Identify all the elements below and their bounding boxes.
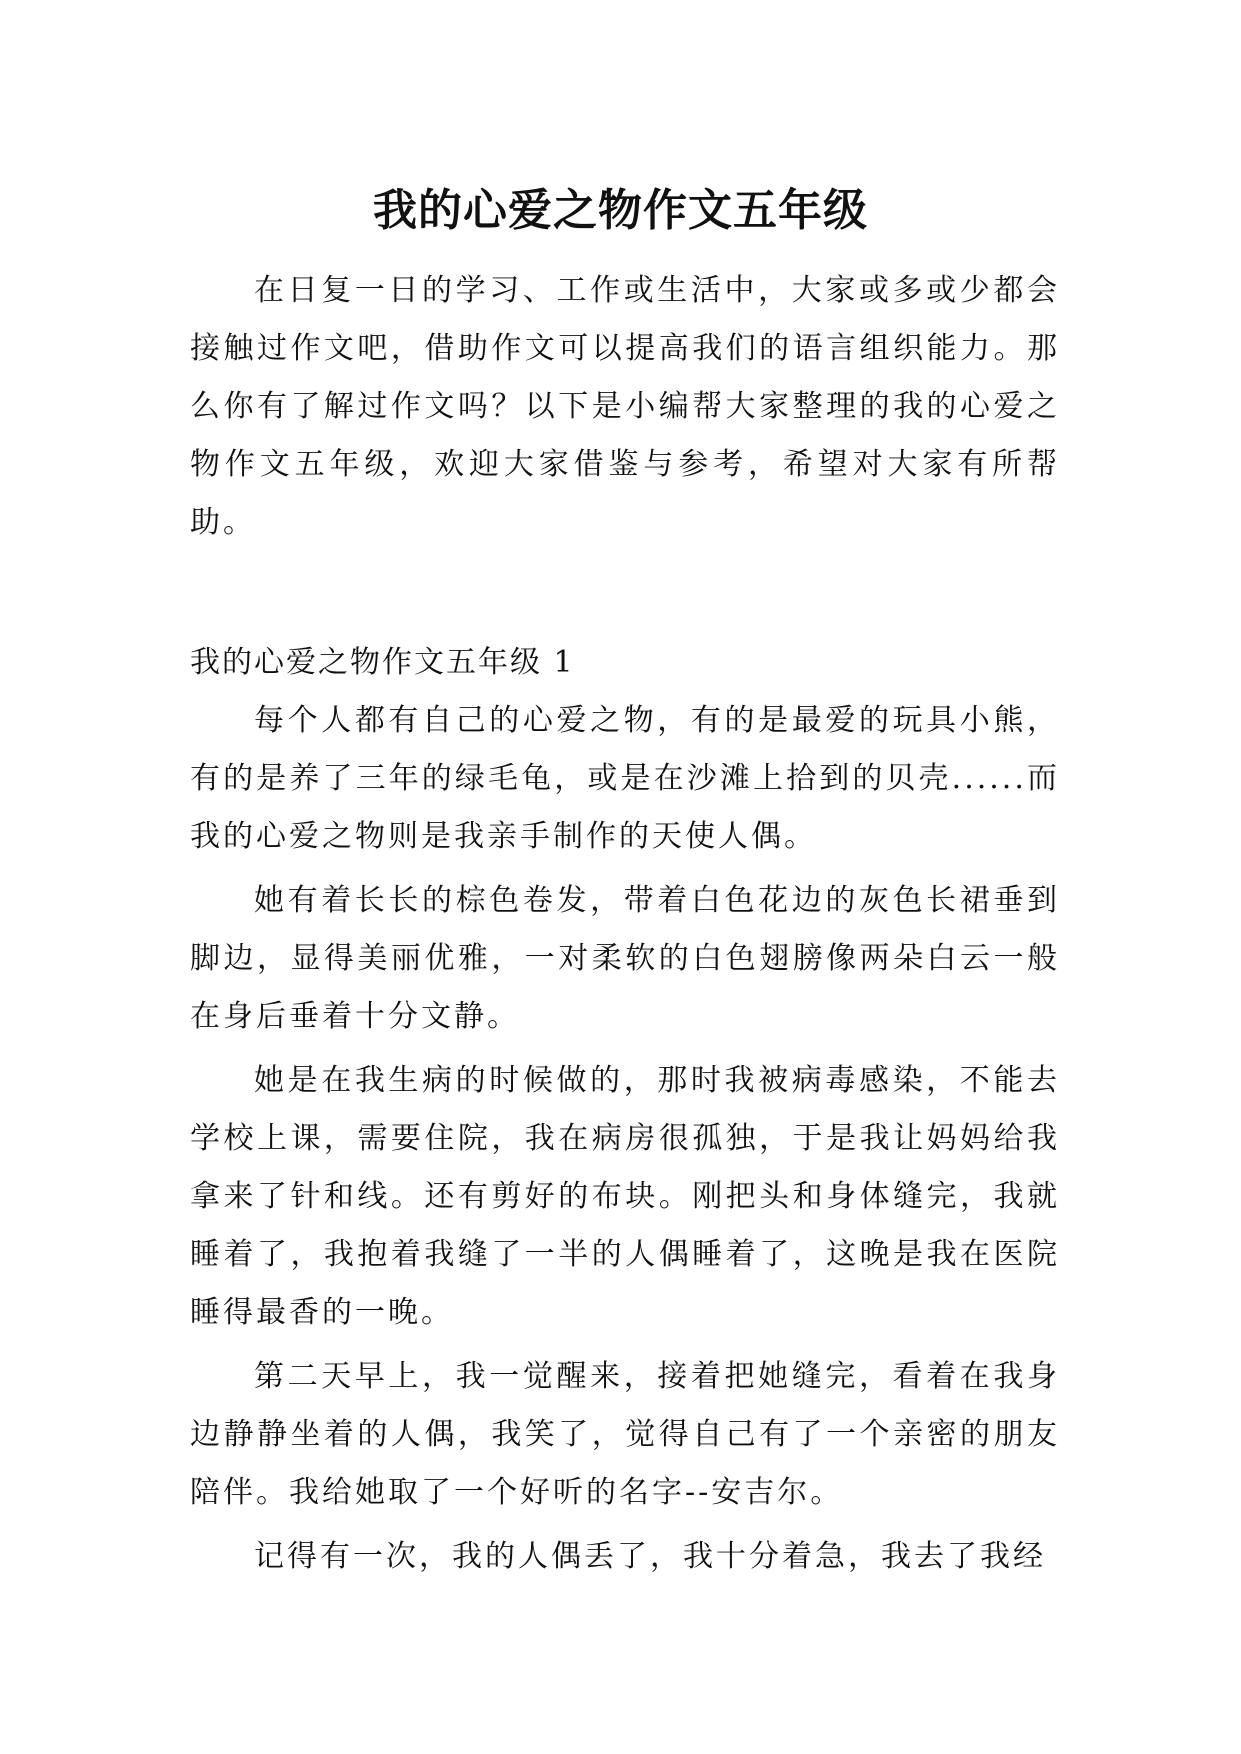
- section-body: [190, 692, 1060, 1592]
- paragraph-5: 记得有一次，我的人偶丢了，我十分着急，我去了我经: [254, 1539, 1046, 1574]
- paragraph-2: 她有着长长的棕色卷发，带着白色花边的灰色长裙垂到脚边，显得美丽优雅，一对柔软的白色翅膀像两朵白云一般在身后垂着十分文静。: [190, 883, 1060, 1034]
- paragraph-1: 每个人都有自己的心爱之物，有的是最爱的玩具小熊，有的是养了三年的绿毛龟，或是在沙滩上拾到的贝壳......而我的心爱之物则是我亲手制作的天使人偶。: [190, 703, 1060, 854]
- paragraph-4: 第二天早上，我一觉醒来，接着把她缝完，看着在我身边静静坐着的人偶，我笑了，觉得自己有了一个亲密的朋友陪伴。我给她取了一个好听的名字--安吉尔。: [190, 1359, 1060, 1510]
- document-title: 我的心爱之物作文五年级: [373, 185, 868, 237]
- intro-paragraph: 在日复一日的学习、工作或生活中，大家或多或少都会接触过作文吧，借助作文可以提高我们的语言组织能力。那么你有了解过作文吗？以下是小编帮大家整理的我的心爱之物作文五年级，欢迎大家借鉴与参考，希望对大家有所帮助。: [190, 273, 1060, 540]
- section-heading: 我的心爱之物作文五年级 1: [190, 645, 575, 680]
- paragraph-3: 她是在我生病的时候做的，那时我被病毒感染，不能去学校上课，需要住院，我在病房很孤独，于是我让妈妈给我拿来了针和线。还有剪好的布块。刚把头和身体缝完，我就睡着了，我抱着我缝了一半的人偶睡着了，这晚是我在医院睡得最香的一晚。: [190, 1063, 1060, 1330]
